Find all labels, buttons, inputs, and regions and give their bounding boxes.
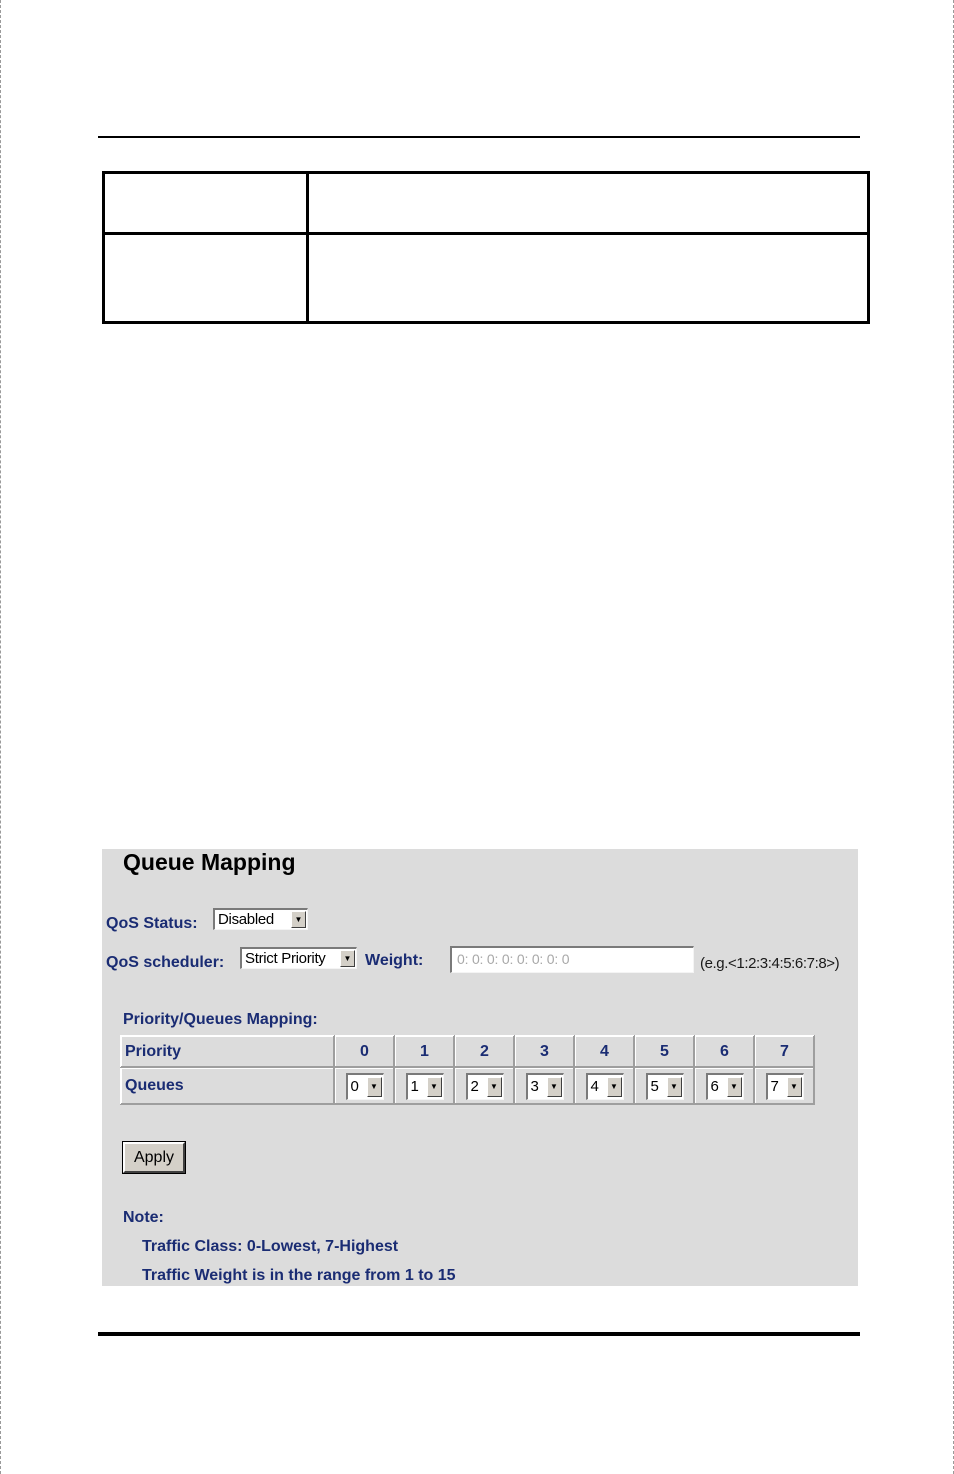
- queue-value: 3: [530, 1077, 539, 1095]
- queues-row: [121, 1068, 815, 1105]
- qos-scheduler-label: QoS scheduler:: [106, 954, 225, 971]
- chevron-down-icon[interactable]: ▼: [547, 1077, 562, 1097]
- queue-cell: [575, 1068, 635, 1105]
- queue-cell: [455, 1068, 515, 1105]
- queue-mapping-panel: [102, 849, 858, 1286]
- qos-status-label: QoS Status:: [106, 915, 198, 932]
- table-cell: [308, 234, 869, 323]
- weight-label: Weight:: [365, 952, 424, 969]
- queue-select[interactable]: [346, 1073, 384, 1100]
- queue-value: 0: [350, 1077, 359, 1095]
- table-row: [104, 234, 869, 323]
- queue-select[interactable]: [766, 1073, 804, 1100]
- chevron-down-icon[interactable]: ▼: [340, 950, 355, 967]
- queue-select[interactable]: [466, 1073, 504, 1100]
- chevron-down-icon[interactable]: ▼: [787, 1077, 802, 1097]
- queue-value: 2: [470, 1077, 479, 1095]
- apply-button[interactable]: Apply: [123, 1142, 185, 1173]
- priority-cell: 0: [335, 1036, 395, 1068]
- table-cell: [104, 234, 308, 323]
- qos-scheduler-select[interactable]: [240, 947, 357, 969]
- queue-cell: [515, 1068, 575, 1105]
- weight-example: (e.g.<1:2:3:4:5:6:7:8>): [700, 955, 840, 972]
- header-rule: [98, 136, 860, 138]
- queue-cell: [695, 1068, 755, 1105]
- priority-cell: 2: [455, 1036, 515, 1068]
- queue-value: 5: [650, 1077, 659, 1095]
- note-line: Traffic Weight is in the range from 1 to 15: [142, 1267, 456, 1284]
- priority-row: [121, 1036, 815, 1068]
- table-cell: [308, 173, 869, 234]
- qos-scheduler-value: Strict Priority: [245, 950, 326, 967]
- queue-select[interactable]: [586, 1073, 624, 1100]
- page-title: Queue Mapping: [123, 849, 296, 875]
- page-edge-left: [0, 0, 1, 1474]
- queue-value: 1: [410, 1077, 419, 1095]
- note-label: Note:: [123, 1209, 164, 1226]
- queue-value: 4: [590, 1077, 599, 1095]
- chevron-down-icon[interactable]: ▼: [487, 1077, 502, 1097]
- chevron-down-icon[interactable]: ▼: [367, 1077, 382, 1097]
- queue-select[interactable]: [406, 1073, 444, 1100]
- chevron-down-icon[interactable]: ▼: [667, 1077, 682, 1097]
- table-cell: [104, 173, 308, 234]
- table-row: [104, 173, 869, 234]
- priority-queue-table: [120, 1035, 815, 1105]
- queue-select[interactable]: [526, 1073, 564, 1100]
- queue-cell: [395, 1068, 455, 1105]
- priority-cell: 7: [755, 1036, 815, 1068]
- queue-cell: [635, 1068, 695, 1105]
- chevron-down-icon[interactable]: ▼: [727, 1077, 742, 1097]
- document-table: [102, 171, 870, 324]
- qos-status-value: Disabled: [218, 911, 274, 928]
- weight-input[interactable]: 0: 0: 0: 0: 0: 0: 0: 0: [450, 946, 694, 973]
- queues-header: Queues: [121, 1068, 335, 1105]
- queue-value: 6: [710, 1077, 719, 1095]
- priority-cell: 5: [635, 1036, 695, 1068]
- queue-cell: [335, 1068, 395, 1105]
- mapping-heading: Priority/Queues Mapping:: [123, 1011, 318, 1028]
- queue-select[interactable]: [706, 1073, 744, 1100]
- note-line: Traffic Class: 0-Lowest, 7-Highest: [142, 1238, 399, 1255]
- chevron-down-icon[interactable]: ▼: [291, 911, 306, 928]
- priority-cell: 4: [575, 1036, 635, 1068]
- queue-cell: [755, 1068, 815, 1105]
- priority-cell: 1: [395, 1036, 455, 1068]
- qos-status-select[interactable]: [213, 908, 308, 930]
- priority-cell: 6: [695, 1036, 755, 1068]
- footer-rule: [98, 1332, 860, 1336]
- chevron-down-icon[interactable]: ▼: [427, 1077, 442, 1097]
- chevron-down-icon[interactable]: ▼: [607, 1077, 622, 1097]
- priority-header: Priority: [121, 1036, 335, 1068]
- priority-cell: 3: [515, 1036, 575, 1068]
- queue-value: 7: [770, 1077, 779, 1095]
- queue-select[interactable]: [646, 1073, 684, 1100]
